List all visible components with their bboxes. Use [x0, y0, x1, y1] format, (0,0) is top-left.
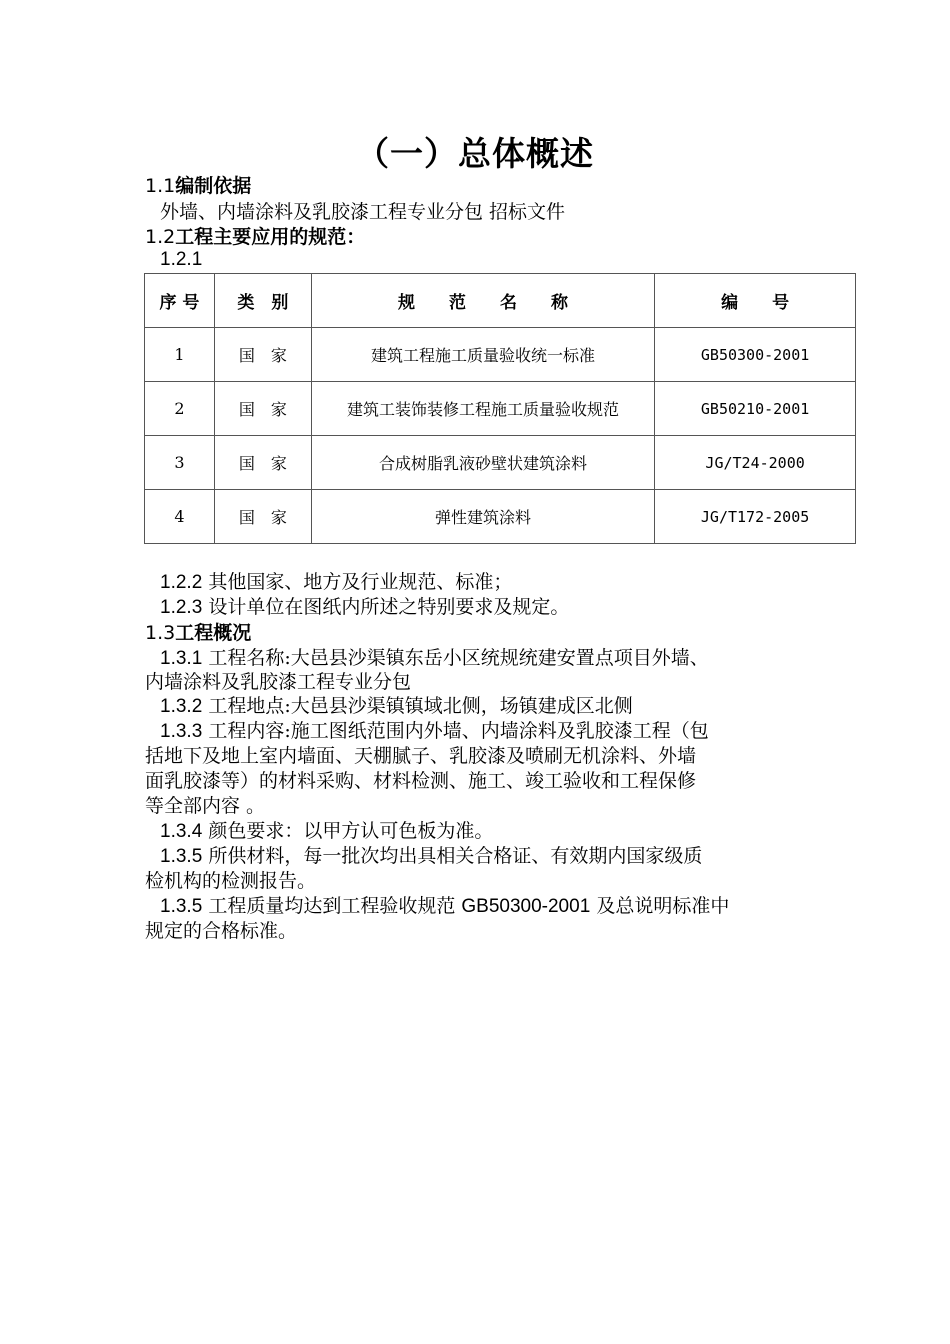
paragraph-text: 所供材料，每一批次均出具相关合格证、有效期内国家级质 — [208, 845, 703, 867]
paragraph-number: 1.3.5 — [160, 846, 203, 867]
standards-table — [144, 273, 856, 544]
paragraph-1-3-1-line2: 内墙涂料及乳胶漆工程专业分包 — [145, 671, 412, 693]
section-1-1-text: 外墙、内墙涂料及乳胶漆工程专业分包 招标文件 — [160, 201, 566, 223]
document-title: （一）总体概述 — [356, 134, 594, 173]
header-standard-name: 规 范 名 称 — [311, 274, 654, 328]
table-row — [145, 328, 856, 382]
table-row — [145, 382, 856, 436]
paragraph-text: 工程地点:大邑县沙渠镇镇域北侧，场镇建成区北侧 — [208, 695, 633, 717]
paragraph-text: 其他国家、地方及行业规范、标准； — [208, 571, 513, 593]
cell-index: 1 — [145, 328, 215, 382]
paragraph-1-3-5a-line1 — [160, 844, 830, 869]
paragraph-number: 1.3.3 — [160, 721, 203, 742]
table-row — [145, 490, 856, 544]
cell-index: 2 — [145, 382, 215, 436]
section-label: 工程概况 — [175, 622, 252, 644]
cell-code: JG/T172-2005 — [655, 490, 856, 544]
section-number: 1.3 — [145, 622, 176, 644]
paragraph-number: 1.3.2 — [160, 696, 203, 717]
header-index: 序 号 — [145, 274, 215, 328]
paragraph-text: 颜色要求：以甲方认可色板为准。 — [208, 820, 494, 842]
section-label: 编制依据 — [175, 175, 252, 197]
subsection-1-2-1: 1.2.1 — [160, 249, 203, 270]
cell-standard-name: 弹性建筑涂料 — [311, 490, 654, 544]
cell-category: 国 家 — [214, 328, 311, 382]
section-1-3-heading — [145, 621, 815, 645]
section-number: 1.1 — [145, 175, 176, 197]
header-category: 类 别 — [214, 274, 311, 328]
paragraph-text: 工程名称:大邑县沙渠镇东岳小区统规统建安置点项目外墙、 — [208, 647, 709, 669]
section-1-2-heading — [145, 225, 815, 249]
paragraph-1-3-5a-line2: 检机构的检测报告。 — [145, 870, 317, 892]
paragraph-text: 设计单位在图纸内所述之特别要求及规定。 — [208, 596, 570, 618]
cell-standard-name: 建筑工装饰装修工程施工质量验收规范 — [311, 382, 654, 436]
cell-category: 国 家 — [214, 382, 311, 436]
section-1-1-heading — [145, 174, 815, 198]
cell-code: JG/T24-2000 — [655, 436, 856, 490]
paragraph-number: 1.3.1 — [160, 648, 203, 669]
paragraph-number: 1.2.2 — [160, 572, 203, 593]
cell-index: 4 — [145, 490, 215, 544]
paragraph-1-3-2 — [160, 694, 830, 719]
paragraph-1-3-4 — [160, 819, 830, 844]
cell-code: GB50300-2001 — [655, 328, 856, 382]
paragraph-number: 1.3.4 — [160, 821, 203, 842]
cell-category: 国 家 — [214, 436, 311, 490]
paragraph-1-2-3 — [160, 595, 830, 620]
section-label: 工程主要应用的规范： — [175, 226, 366, 248]
paragraph-text: 工程内容:施工图纸范围内外墙、内墙涂料及乳胶漆工程（包 — [208, 720, 709, 742]
table-row — [145, 436, 856, 490]
paragraph-1-3-3-line4: 等全部内容 。 — [145, 795, 266, 817]
cell-index: 3 — [145, 436, 215, 490]
paragraph-1-3-3-line2: 括地下及地上室内墙面、天棚腻子、乳胶漆及喷刷无机涂料、外墙 — [145, 745, 697, 767]
cell-code: GB50210-2001 — [655, 382, 856, 436]
paragraph-text: 及总说明标准中 — [596, 895, 730, 917]
paragraph-1-3-1-line1 — [160, 646, 830, 671]
header-code: 编 号 — [655, 274, 856, 328]
paragraph-1-3-5b-line1 — [160, 894, 830, 919]
cell-category: 国 家 — [214, 490, 311, 544]
paragraph-number: 1.2.3 — [160, 597, 203, 618]
section-number: 1.2 — [145, 226, 176, 248]
paragraph-1-2-2 — [160, 570, 830, 595]
table-header-row — [145, 274, 856, 328]
paragraph-text: 工程质量均达到工程验收规范 — [208, 895, 456, 917]
paragraph-1-3-3-line3: 面乳胶漆等）的材料采购、材料检测、施工、竣工验收和工程保修 — [145, 770, 697, 792]
paragraph-1-3-5b-line2: 规定的合格标准。 — [145, 920, 298, 942]
paragraph-1-3-3-line1 — [160, 719, 830, 744]
cell-standard-name: 建筑工程施工质量验收统一标准 — [311, 328, 654, 382]
paragraph-number: 1.3.5 — [160, 896, 203, 917]
cell-standard-name: 合成树脂乳液砂壁状建筑涂料 — [311, 436, 654, 490]
standard-code: GB50300-2001 — [461, 896, 591, 917]
